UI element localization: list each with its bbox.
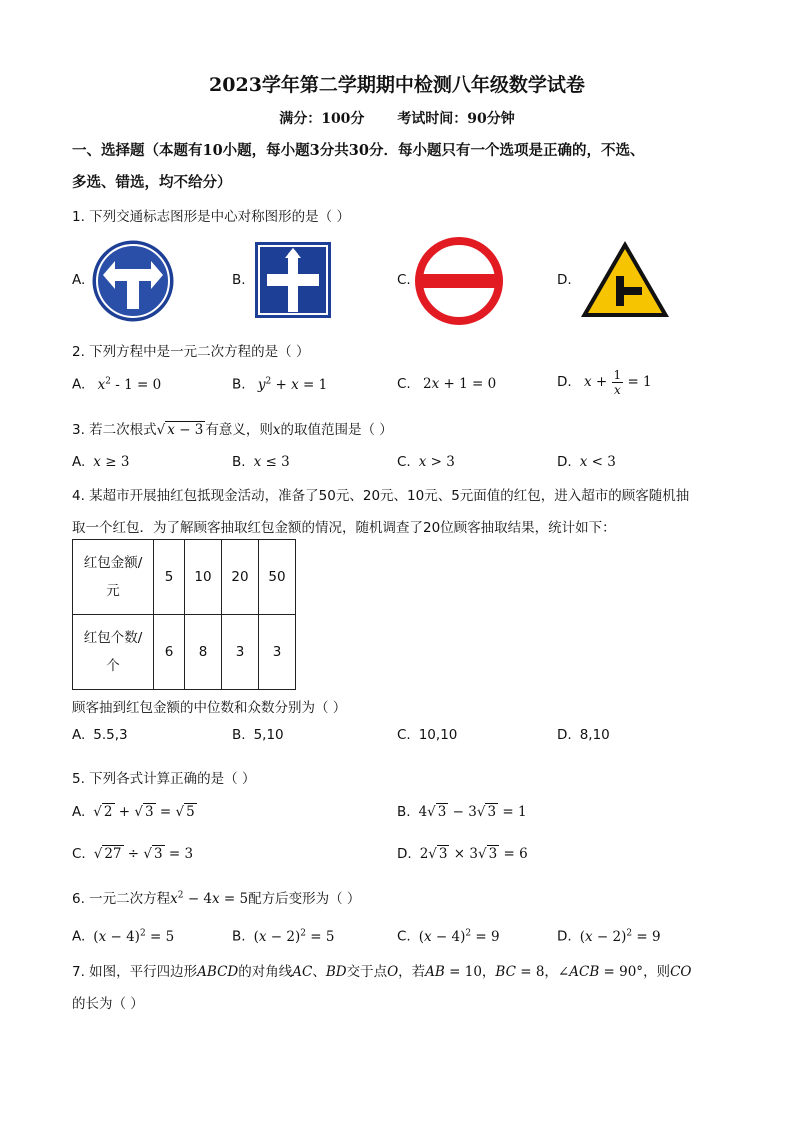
q6-option-a xyxy=(72,928,174,945)
header-amount-line1: 红包金额/ xyxy=(83,555,143,571)
q2-option-d xyxy=(557,368,652,397)
q6-formula-c: $(x - 4)^2 = 9$ xyxy=(418,928,500,945)
q4-label-b: B. xyxy=(232,727,246,743)
q3-option-d xyxy=(557,454,616,470)
header-count-line2: 个 xyxy=(106,658,120,674)
q3-option-c xyxy=(397,454,455,470)
q5-stem: 5. 下列各式计算正确的是（ ） xyxy=(72,771,256,787)
left-right-turn-sign-icon xyxy=(91,239,175,323)
q6-stem-post: 配方后变形为（ ） xyxy=(248,891,361,907)
q5-option-d xyxy=(397,846,528,862)
q6-equation: $x^2 - 4x = 5$ xyxy=(170,890,249,907)
q4-option-b xyxy=(232,727,284,743)
q6-stem-pre: 6. 一元二次方程 xyxy=(72,891,171,907)
section-heading xyxy=(72,135,722,199)
q7-stem-line2: 的长为（ ） xyxy=(72,996,144,1012)
q2-formula-a: $x^2 - 1 = 0$ xyxy=(97,376,162,393)
q4-label-d: D. xyxy=(557,727,572,743)
q7-math: CO xyxy=(670,964,692,980)
t-junction-warning-sign-icon xyxy=(578,238,672,320)
q5-label-a: A. xyxy=(72,804,86,820)
q3-label-d: D. xyxy=(557,454,572,470)
q7-math: BD xyxy=(325,964,347,980)
q7-text: 7. 如图，平行四边形 xyxy=(72,964,198,980)
full-marks: 满分：100分 xyxy=(279,111,365,127)
q5-option-a xyxy=(72,804,197,820)
q6-formula-a: $(x - 4)^2 = 5$ xyxy=(93,928,175,945)
table-cell: 20 xyxy=(222,540,259,615)
q4-label-c: C. xyxy=(397,727,411,743)
table-row xyxy=(73,540,296,615)
q3-label-c: C. xyxy=(397,454,411,470)
q2-label-d: D. xyxy=(557,374,572,390)
q3-radical: √ x − 3 xyxy=(156,422,204,438)
q6-label-c: C. xyxy=(397,928,411,945)
q5-label-b: B. xyxy=(397,804,411,820)
q5-formula-c: √ 27 ÷ √ 3 = 3 xyxy=(93,846,194,862)
q7-text: 交于点 xyxy=(346,964,388,980)
table-cell: 3 xyxy=(259,615,296,690)
q7-math: AB = 10，BC = 8，∠ACB = 90° xyxy=(425,964,644,980)
red-packet-table xyxy=(72,539,296,690)
q3-formula-c: x > 3 xyxy=(418,454,455,470)
q1-label-a: A. xyxy=(72,272,86,288)
table-header-amount xyxy=(73,540,154,615)
q6-label-d: D. xyxy=(557,928,572,945)
q4-option-d xyxy=(557,727,610,743)
table-row xyxy=(73,615,296,690)
q6-option-d xyxy=(557,928,661,945)
q4-stem-line2: 取一个红包．为了解顾客抽取红包金额的情况，随机调查了20位顾客抽取结果，统计如下： xyxy=(72,520,616,536)
no-entry-sign-icon xyxy=(415,237,503,325)
q5-formula-b: 4√ 3 − 3√ 3 = 1 xyxy=(418,804,527,820)
q1-label-b: B. xyxy=(232,272,246,288)
table-cell: 8 xyxy=(185,615,222,690)
table-cell: 3 xyxy=(222,615,259,690)
q6-option-b xyxy=(232,928,334,945)
q1-stem: 1. 下列交通标志图形是中心对称图形的是（ ） xyxy=(72,209,350,225)
q2-formula-c: 2x + 1 = 0 xyxy=(423,376,497,392)
q7-stem xyxy=(72,956,732,1020)
q5-label-c: C. xyxy=(72,846,86,862)
q7-text: ，则 xyxy=(643,964,671,980)
q5-formula-a: √ 2 + √ 3 = √ 5 xyxy=(93,804,195,820)
q4-stem-line1: 4. 某超市开展抽红包抵现金活动，准备了50元、20元、10元、5元面值的红包，进入超市的顾客随机抽 xyxy=(72,488,690,504)
q3-label-b: B. xyxy=(232,454,246,470)
header-amount-line2: 元 xyxy=(106,583,120,599)
q3-formula-a: x ≥ 3 xyxy=(93,454,130,470)
q3-option-b xyxy=(232,454,290,470)
q2-option-b xyxy=(232,376,327,393)
q1-label-c: C. xyxy=(397,272,411,288)
q3-stem xyxy=(72,418,393,438)
q3-option-a xyxy=(72,454,129,470)
q4-text-a: 5.5,3 xyxy=(93,727,128,743)
table-header-count xyxy=(73,615,154,690)
crossroad-sign-icon xyxy=(255,242,331,318)
q3-stem-pre: 3. 若二次根式 xyxy=(72,422,157,438)
q3-formula-b: x ≤ 3 xyxy=(253,454,290,470)
q6-label-b: B. xyxy=(232,928,246,945)
q2-formula-b: $y^2 + x = 1$ xyxy=(257,376,328,393)
q2-label-b: B. xyxy=(232,376,246,393)
q6-formula-d: $(x - 2)^2 = 9$ xyxy=(579,928,661,945)
q4-option-a xyxy=(72,727,128,743)
q2-option-c xyxy=(397,376,496,392)
table-cell: 6 xyxy=(154,615,185,690)
q7-text: 、 xyxy=(312,964,326,980)
q5-label-d: D. xyxy=(397,846,412,862)
q7-math: AC xyxy=(292,964,313,980)
q3-label-a: A. xyxy=(72,454,86,470)
section-heading-line2: 多选、错选，均不给分） xyxy=(72,174,232,191)
q7-text: ，若 xyxy=(398,964,426,980)
q4-stem xyxy=(72,480,732,544)
q4-label-a: A. xyxy=(72,727,86,743)
q4-option-c xyxy=(397,727,457,743)
q2-label-c: C. xyxy=(397,376,411,392)
q6-stem xyxy=(72,887,360,907)
section-heading-line1: 一、选择题（本题有10小题，每小题3分共30分．每小题只有一个选项是正确的，不选、 xyxy=(72,142,645,159)
exam-time: 考试时间：90分钟 xyxy=(397,111,515,127)
header-count-line1: 红包个数/ xyxy=(83,630,143,646)
q4-text-d: 8,10 xyxy=(579,727,610,743)
q2-stem: 2. 下列方程中是一元二次方程的是（ ） xyxy=(72,344,310,360)
q3-formula-d: x < 3 xyxy=(579,454,616,470)
q6-label-a: A. xyxy=(72,928,86,945)
q6-formula-b: $(x - 2)^2 = 5$ xyxy=(253,928,335,945)
q2-option-a xyxy=(72,376,161,393)
q3-variable: x xyxy=(272,422,281,438)
q1-label-d: D. xyxy=(557,272,572,288)
q7-math: ABCD xyxy=(197,964,239,980)
exam-title: 2023学年第二学期期中检测八年级数学试卷 xyxy=(209,74,585,96)
q5-formula-d: 2√ 3 × 3√ 3 = 6 xyxy=(419,846,528,862)
q4-text-b: 5,10 xyxy=(253,727,284,743)
q6-option-c xyxy=(397,928,500,945)
q3-stem-post: 的取值范围是（ ） xyxy=(280,422,393,438)
table-cell: 50 xyxy=(259,540,296,615)
q7-math: O xyxy=(387,964,399,980)
exam-subtitle xyxy=(0,108,794,128)
q4-question: 顾客抽到红包金额的中位数和众数分别为（ ） xyxy=(72,700,347,716)
q2-label-a: A. xyxy=(72,376,86,393)
q2-formula-d: x + $\frac{1}{x}$ = 1 xyxy=(583,368,652,397)
table-cell: 10 xyxy=(185,540,222,615)
q3-stem-mid: 有意义，则 xyxy=(205,422,273,438)
q4-text-c: 10,10 xyxy=(418,727,458,743)
table-cell: 5 xyxy=(154,540,185,615)
q7-text: 的对角线 xyxy=(238,964,293,980)
q5-option-b xyxy=(397,804,527,820)
q7-stem-line1 xyxy=(72,956,732,988)
q5-option-c xyxy=(72,846,193,862)
